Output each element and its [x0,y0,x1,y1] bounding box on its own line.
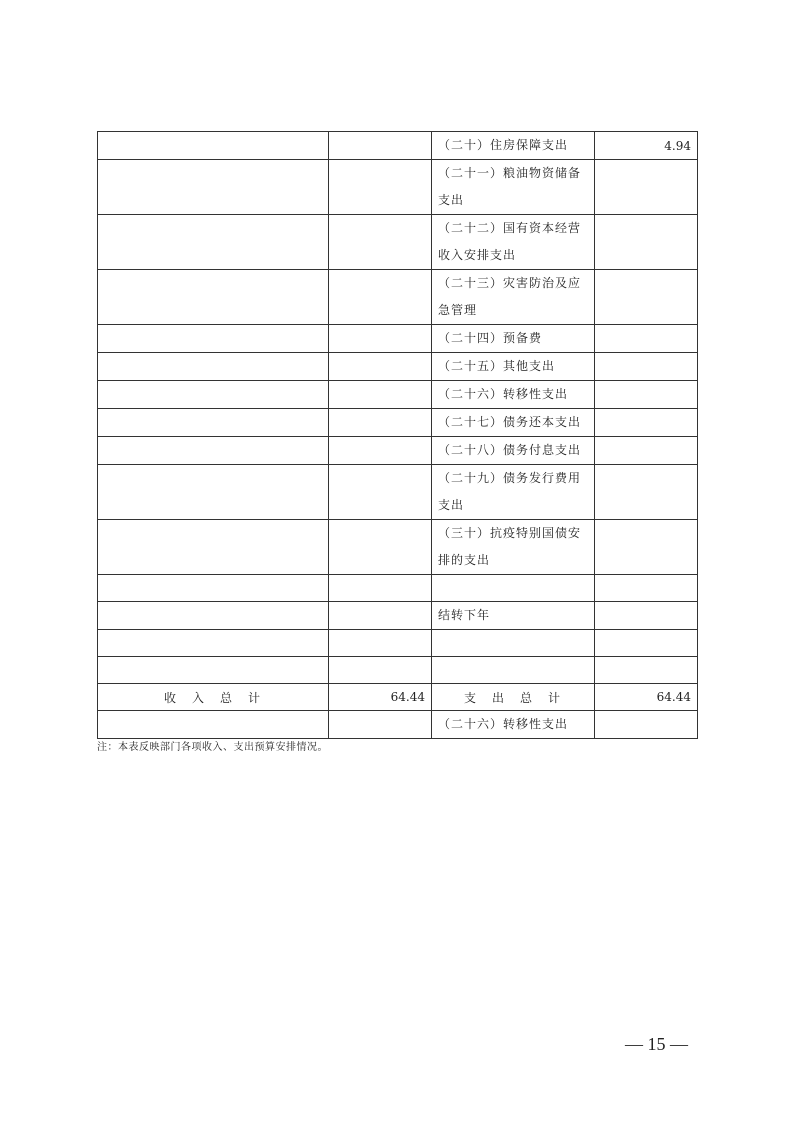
expense-amount-cell [595,270,698,325]
expense-amount-cell [595,409,698,437]
expense-item-cell: （二十）住房保障支出 [432,132,595,160]
table-row [98,353,698,381]
income-item-cell [98,353,329,381]
expense-amount-cell [595,215,698,270]
income-item-cell [98,132,329,160]
table-row [98,270,698,325]
table-row [98,711,698,739]
expense-item-cell: （二十六）转移性支出 [432,711,595,739]
income-amount-cell [329,409,432,437]
income-item-cell [98,575,329,602]
table-note: 注：本表反映部门各项收入、支出预算安排情况。 [97,742,328,753]
income-amount-cell [329,437,432,465]
table-row [98,132,698,160]
expense-item-cell [432,630,595,657]
income-total-value: 64.44 [329,684,432,711]
expense-amount-cell [595,437,698,465]
income-item-cell [98,270,329,325]
income-amount-cell [329,657,432,684]
table-row [98,381,698,409]
income-amount-cell [329,353,432,381]
table-row [98,520,698,575]
expense-amount-cell [595,381,698,409]
table-row [98,437,698,465]
expense-amount-cell [595,520,698,575]
expense-item-cell: （二十一）粮油物资储备支出 [432,160,595,215]
expense-item-cell: 结转下年 [432,602,595,630]
totals-row [98,684,698,711]
income-item-cell [98,437,329,465]
income-amount-cell [329,520,432,575]
table-row [98,325,698,353]
expense-amount-cell [595,711,698,739]
income-item-cell [98,381,329,409]
income-amount-cell [329,381,432,409]
income-amount-cell [329,270,432,325]
income-item-cell [98,657,329,684]
income-amount-cell [329,711,432,739]
income-amount-cell [329,325,432,353]
income-item-cell [98,465,329,520]
table-row [98,215,698,270]
table-row [98,465,698,520]
income-item-cell [98,520,329,575]
expense-amount-cell [595,465,698,520]
expense-amount-cell [595,657,698,684]
income-amount-cell [329,602,432,630]
expense-item-cell: （二十八）债务付息支出 [432,437,595,465]
income-amount-cell [329,160,432,215]
expense-item-cell [432,575,595,602]
income-item-cell [98,602,329,630]
expense-total-value: 64.44 [595,684,698,711]
income-item-cell [98,630,329,657]
expense-item-cell: （二十七）债务还本支出 [432,409,595,437]
expense-item-cell: （二十三）灾害防治及应急管理 [432,270,595,325]
expense-item-cell: （三十）抗疫特别国债安排的支出 [432,520,595,575]
table-row [98,602,698,630]
expense-amount-cell [595,575,698,602]
income-amount-cell [329,575,432,602]
income-item-cell [98,325,329,353]
expense-item-cell: （二十二）国有资本经营收入安排支出 [432,215,595,270]
income-amount-cell [329,630,432,657]
budget-table [97,131,698,739]
expense-item-cell [432,657,595,684]
table-row [98,630,698,657]
income-item-cell [98,409,329,437]
expense-amount-cell [595,353,698,381]
income-amount-cell [329,465,432,520]
table-row [98,657,698,684]
income-item-cell [98,215,329,270]
expense-item-cell: （二十六）转移性支出 [432,381,595,409]
expense-amount-cell: 4.94 [595,132,698,160]
expense-item-cell: （二十五）其他支出 [432,353,595,381]
expense-item-cell: （二十四）预备费 [432,325,595,353]
expense-amount-cell [595,602,698,630]
expense-total-label: 支 出 总 计 [432,684,595,711]
page-number: — 15 — [625,1034,688,1054]
income-item-cell [98,711,329,739]
income-total-label: 收 入 总 计 [98,684,329,711]
income-item-cell [98,160,329,215]
expense-amount-cell [595,325,698,353]
income-amount-cell [329,215,432,270]
income-amount-cell [329,132,432,160]
expense-amount-cell [595,630,698,657]
table-row [98,160,698,215]
expense-amount-cell [595,160,698,215]
expense-item-cell: （二十九）债务发行费用支出 [432,465,595,520]
table-row [98,575,698,602]
table-row [98,409,698,437]
